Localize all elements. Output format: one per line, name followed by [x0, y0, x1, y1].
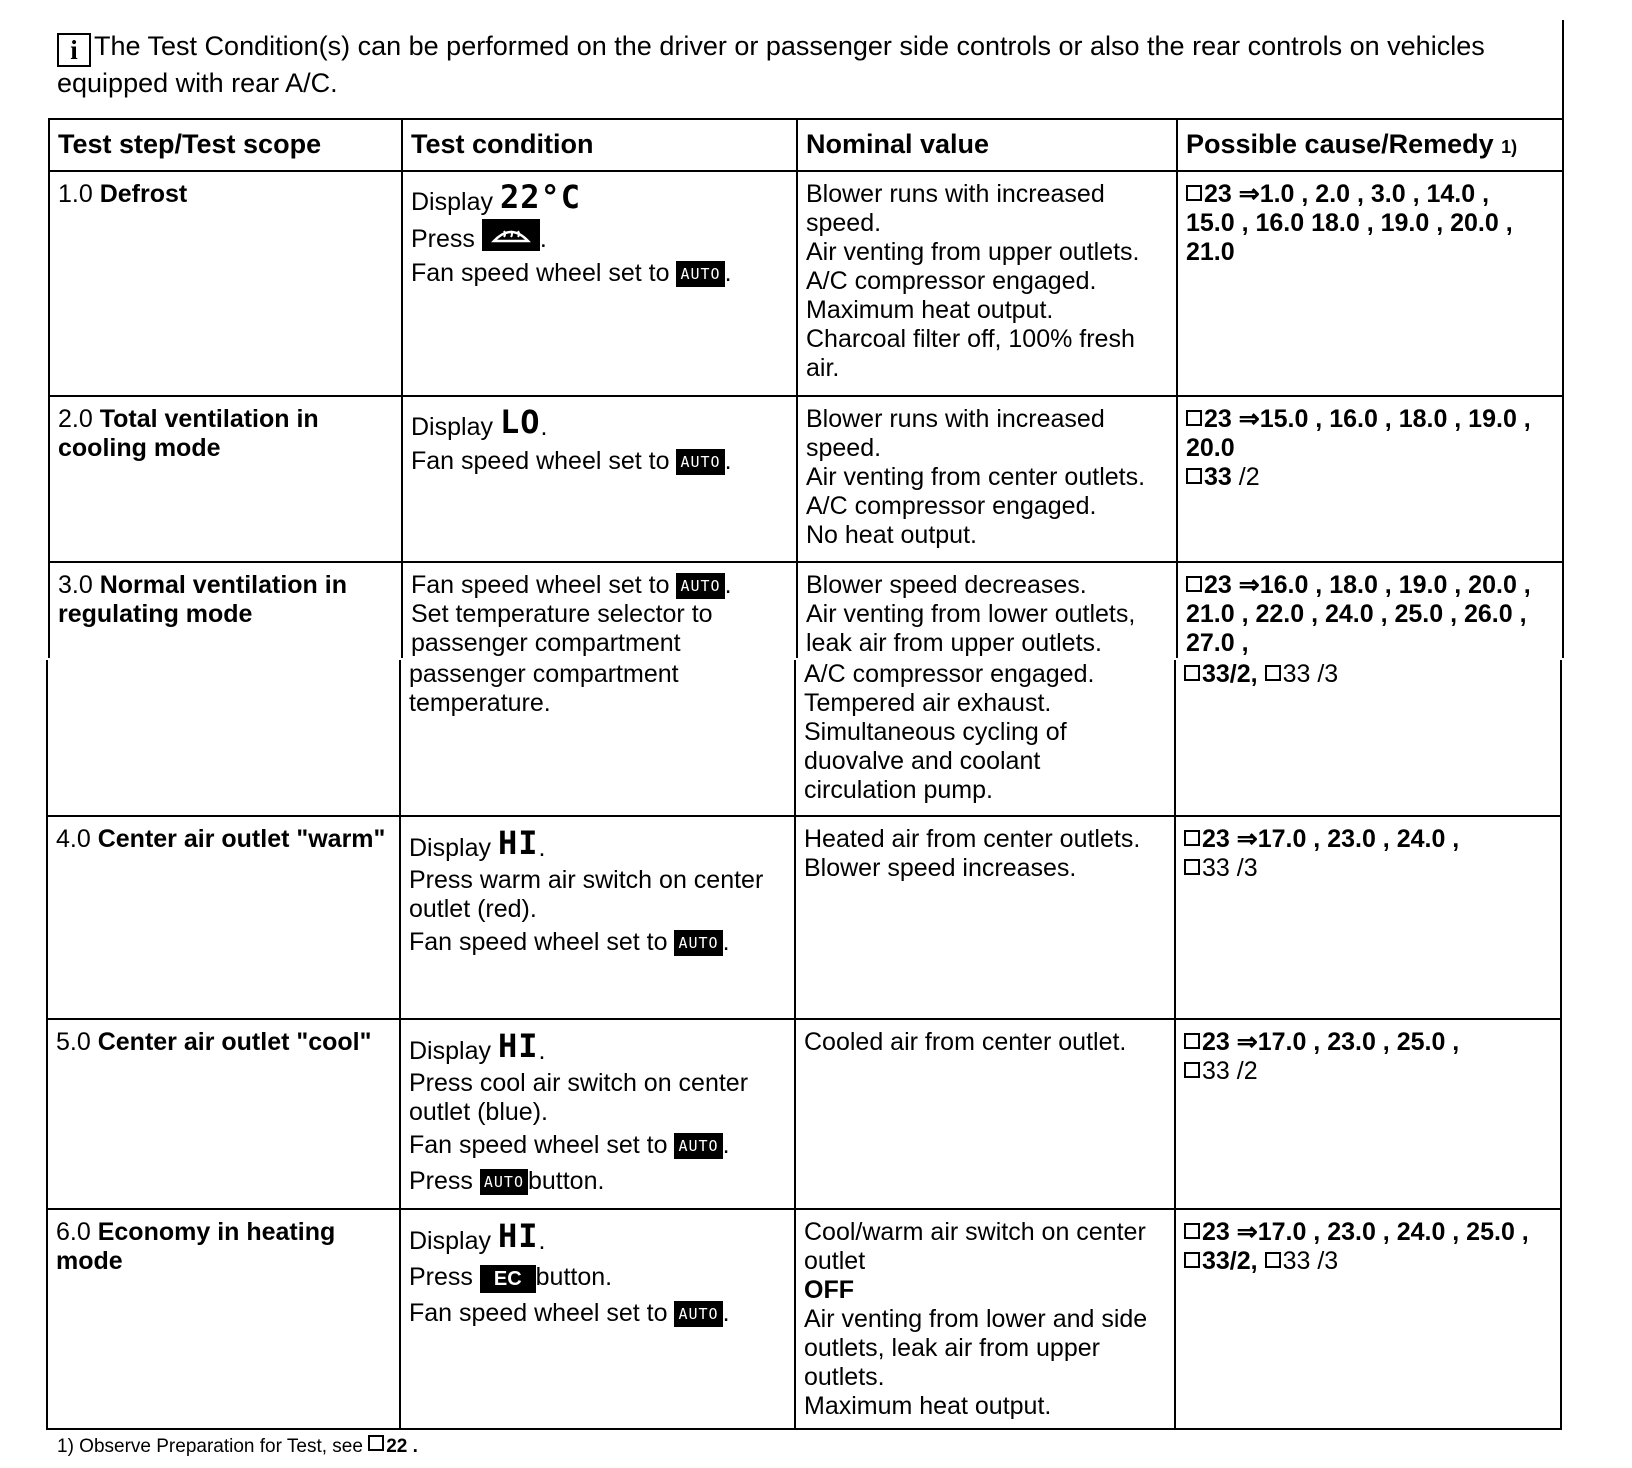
row-6-nominal: Cool/warm air switch on center outlet OFF Air venting from lower and side outlets, leak air from upper outlets. Maximum heat output.	[804, 1218, 1148, 1420]
row-2-step: 2.0 Total ventilation in cooling mode	[58, 405, 319, 462]
auto-button-icon: AUTO	[480, 1169, 528, 1195]
row-5-cause: 23 ⇒17.0 , 23.0 , 25.0 , 33 /2	[1184, 1018, 1556, 1086]
lcd-display: HI	[497, 1217, 539, 1255]
footnote: 1) Observe Preparation for Test, see 22 .	[57, 1436, 418, 1457]
row-1-nominal: Blower runs with increased speed. Air venting from upper outlets. A/C compressor engaged. Maximum heat output. Charcoal filter off, 100% fresh air.	[806, 180, 1140, 382]
reference-box-icon	[1184, 1252, 1200, 1268]
row-1-cause: 23 ⇒1.0 , 2.0 , 3.0 , 14.0 , 15.0 , 16.0 18.0 , 19.0 , 20.0 , 21.0	[1186, 180, 1513, 266]
row-3-condition-cont: passenger compartment temperature.	[409, 660, 679, 717]
auto-badge: AUTO	[676, 261, 724, 287]
auto-badge: AUTO	[676, 573, 724, 599]
header-nominal: Nominal value	[806, 129, 990, 159]
row-3-nominal: Blower speed decreases. Air venting from lower outlets, leak air from upper outlets.	[806, 571, 1136, 657]
reference-box-icon	[1265, 665, 1281, 681]
reference-box-icon	[1184, 665, 1200, 681]
row-3-top	[0, 563, 1632, 658]
ec-button-icon: EC	[480, 1265, 536, 1293]
row-1-step: 1.0 Defrost	[58, 180, 188, 208]
reference-box-icon	[1186, 410, 1202, 426]
table-part-2	[0, 660, 1632, 1440]
row-2-cause: 23 ⇒15.0 , 16.0 , 18.0 , 19.0 , 20.0 33 /2	[1186, 405, 1531, 491]
info-icon: i	[57, 33, 91, 67]
reference-box-icon	[1265, 1252, 1281, 1268]
auto-badge: AUTO	[674, 1301, 722, 1327]
note-border	[1562, 20, 1564, 120]
row-6-cause: 23 ⇒17.0 , 23.0 , 24.0 , 25.0 , 33/2, 33 /3	[1184, 1208, 1556, 1276]
table-part-1	[0, 118, 1632, 658]
header-step: Test step/Test scope	[58, 129, 322, 159]
row-4-cause: 23 ⇒17.0 , 23.0 , 24.0 , 33 /3	[1184, 815, 1556, 883]
row-4-condition: Display HI. Press warm air switch on center outlet (red). Fan speed wheel set to AUTO .	[409, 824, 764, 956]
auto-badge: AUTO	[674, 1133, 722, 1159]
reference-box-icon	[1184, 1033, 1200, 1049]
reference-box-icon	[1186, 185, 1202, 201]
reference-box-icon	[368, 1435, 384, 1451]
defrost-icon	[482, 219, 540, 251]
row-3-condition: Fan speed wheel set to AUTO . Set temperature selector to passenger compartment	[411, 571, 732, 657]
reference-box-icon	[1184, 1062, 1200, 1078]
row-3-nominal-cont: A/C compressor engaged. Tempered air exhaust. Simultaneous cycling of duovalve and coolant circulation pump.	[804, 660, 1095, 804]
reference-box-icon	[1184, 830, 1200, 846]
lcd-display: HI	[497, 1027, 539, 1065]
header-condition: Test condition	[411, 129, 594, 159]
row-4-nominal: Heated air from center outlets. Blower speed increases.	[804, 825, 1141, 882]
row-5-condition: Display HI. Press cool air switch on center outlet (blue). Fan speed wheel set to AUTO . Press AUTO button.	[409, 1027, 749, 1195]
reference-box-icon	[1186, 468, 1202, 484]
row-6-condition: Display HI. Press EC button. Fan speed wheel set to AUTO .	[409, 1217, 730, 1327]
reference-box-icon	[1186, 576, 1202, 592]
row-3-cause-cont: 33/2, 33 /3	[1184, 650, 1556, 689]
row-3-cause: 23 ⇒16.0 , 18.0 , 19.0 , 20.0 , 21.0 , 22.0 , 24.0 , 25.0 , 26.0 , 27.0 ,	[1186, 571, 1531, 657]
auto-badge: AUTO	[674, 930, 722, 956]
row-5-step: 5.0 Center air outlet "cool"	[56, 1028, 372, 1056]
row-6-step: 6.0 Economy in heating mode	[56, 1218, 336, 1275]
reference-box-icon	[1184, 859, 1200, 875]
row-2-nominal: Blower runs with increased speed. Air venting from center outlets. A/C compressor engaged. No heat output.	[806, 405, 1146, 549]
lcd-display: 22°C	[499, 178, 581, 216]
row-1-condition: Display 22°C Press . Fan speed wheel set to AUTO .	[411, 178, 732, 287]
row-4-step: 4.0 Center air outlet "warm"	[56, 825, 386, 853]
row-3-step: 3.0 Normal ventilation in regulating mode	[58, 571, 347, 628]
auto-badge: AUTO	[676, 449, 724, 475]
row-2-condition: Display LO. Fan speed wheel set to AUTO .	[411, 403, 732, 475]
row-5-nominal: Cooled air from center outlet.	[804, 1028, 1127, 1056]
lcd-display: LO	[499, 403, 541, 441]
reference-box-icon	[1184, 1223, 1200, 1239]
header-cause: Possible cause/Remedy 1)	[1186, 129, 1518, 159]
info-note	[57, 30, 1562, 100]
info-note-text: The Test Condition(s) can be performed on the driver or passenger side controls or also the rear controls on vehicles equipped with rear A/C.	[57, 31, 1485, 98]
lcd-display: HI	[497, 824, 539, 862]
